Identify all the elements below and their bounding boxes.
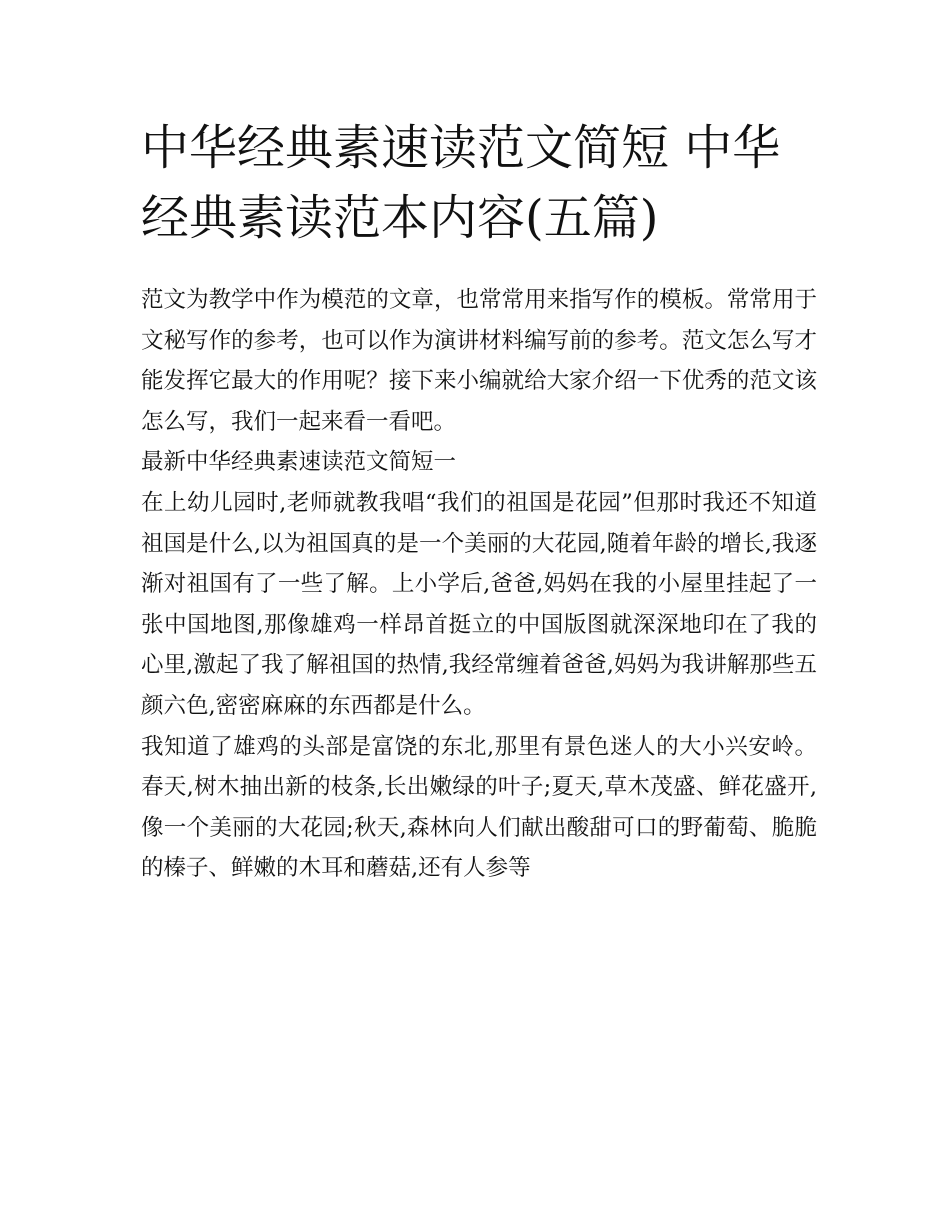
- document-title: 中华经典素速读范文简短 中华经典素读范本内容(五篇): [141, 120, 781, 246]
- intro-paragraph: 范文为教学中作为模范的文章，也常常用来指写作的模板。常常用于文秘写作的参考，也可以作为演讲材料编写前的参考。范文怎么写才能发挥它最大的作用呢？接下来小编就给大家介绍一下优秀的范文该怎么写，我们一起来看一看吧。: [141, 287, 817, 435]
- section-heading: 最新中华经典素速读范文简短一: [141, 449, 457, 476]
- document-body: [141, 280, 817, 889]
- body-paragraph-2: 我知道了雄鸡的头部是富饶的东北,那里有景色迷人的大小兴安岭。春天,树木抽出新的枝条,长出嫩绿的叶子;夏天,草木茂盛、鲜花盛开,像一个美丽的大花园;秋天,森林向人们献出酸甜可口的野葡萄、脆脆的榛子、鲜嫩的木耳和蘑菇,还有人参等: [141, 733, 817, 882]
- body-paragraph-1: 在上幼儿园时,老师就教我唱“我们的祖国是花园”但那时我还不知道祖国是什么,以为祖国真的是一个美丽的大花园,随着年龄的增长,我逐渐对祖国有了一些了解。上小学后,爸爸,妈妈在我的小屋里挂起了一张中国地图,那像雄鸡一样昂首挺立的中国版图就深深地印在了我的心里,激起了我了解祖国的热情,我经常缠着爸爸,妈妈为我讲解那些五颜六色,密密麻麻的东西都是什么。: [141, 489, 817, 719]
